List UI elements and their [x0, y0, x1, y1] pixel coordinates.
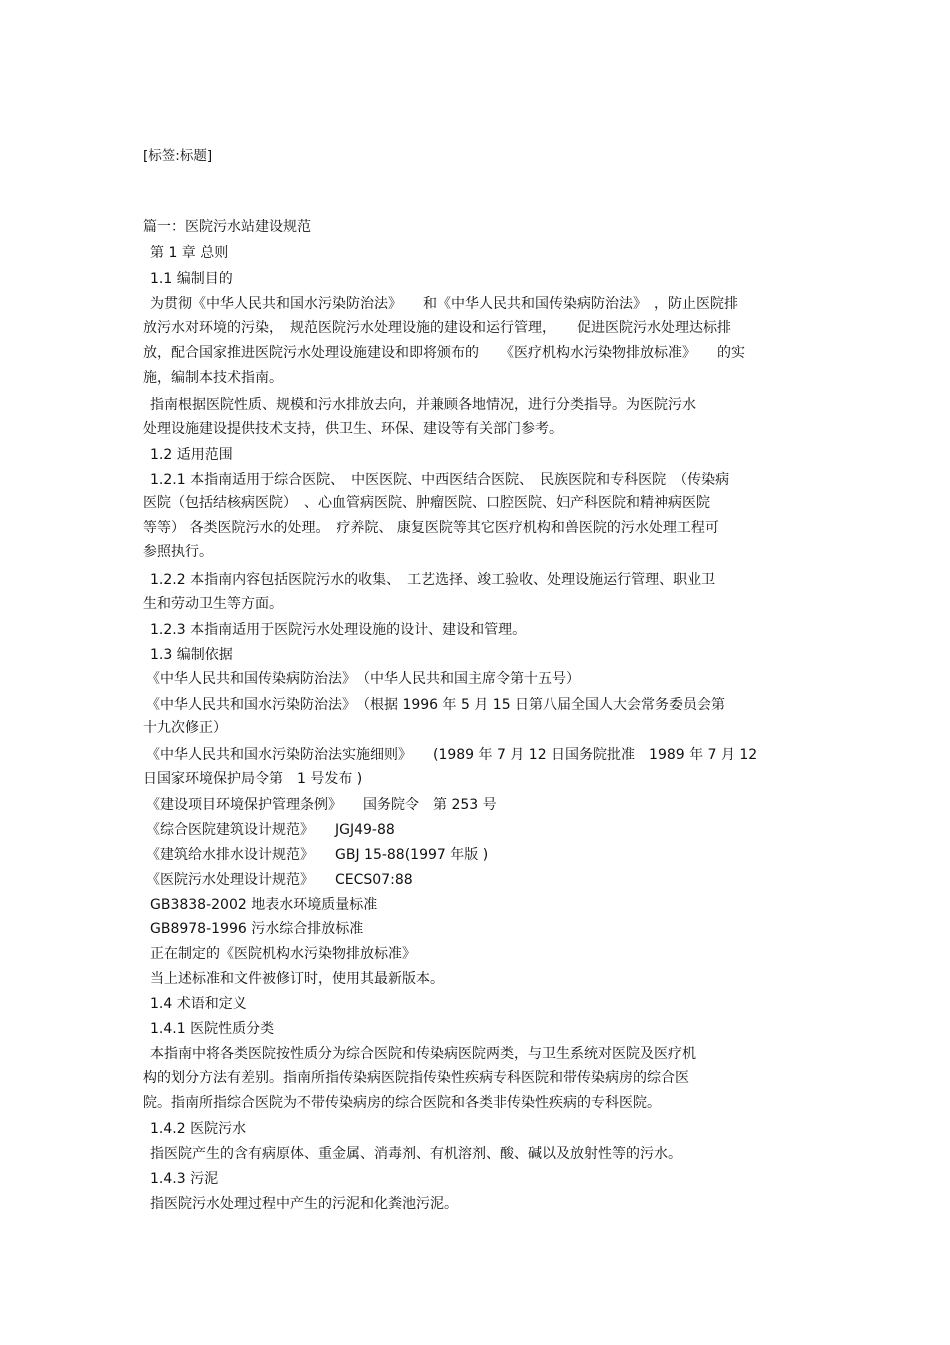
paragraph-line: 放污水对环境的污染， 规范医院污水处理设施的建设和运行管理， 促进医院污水处理达标排	[143, 320, 731, 336]
paragraph-line: 构的划分方法有差别。指南所指传染病医院指传染性疾病专科医院和带传染病房的综合医	[143, 1070, 689, 1086]
paragraph-line: 等等） 各类医院污水的处理。 疗养院、 康复医院等其它医疗机构和兽医院的污水处理工程可	[143, 520, 719, 536]
subsection-heading: 1.4.2 医院污水	[150, 1121, 247, 1137]
reference-line: 《建设项目环境保护管理条例》 国务院令 第 253 号	[146, 797, 497, 813]
reference-line: 当上述标准和文件被修订时，使用其最新版本。	[150, 971, 444, 987]
paragraph-line: 本指南中将各类医院按性质分为综合医院和传染病医院两类，与卫生系统对医院及医疗机	[150, 1046, 696, 1062]
paragraph-line: 为贯彻《中华人民共和国水污染防治法》 和《中华人民共和国传染病防治法》 ，防止医院排	[150, 296, 738, 312]
reference-line: 《建筑给水排水设计规范》 GBJ 15-88(1997 年版 )	[146, 847, 489, 863]
paragraph-line: 1.2.1 本指南适用于综合医院、 中医医院、中西医结合医院、 民族医院和专科医院 （传染病	[150, 472, 730, 488]
section-heading: 1.2 适用范围	[150, 447, 233, 463]
document-title: 篇一：医院污水站建设规范	[143, 219, 311, 235]
section-heading: 1.4 术语和定义	[150, 996, 247, 1012]
paragraph-line: 参照执行。	[143, 544, 213, 560]
reference-line: 日国家环境保护局令第 1 号发布 )	[143, 771, 363, 787]
tag-label: [标签:标题]	[143, 148, 213, 164]
reference-line: 《中华人民共和国水污染防治法》 （根据 1996 年 5 月 15 日第八届全国人大会常务委员会第	[146, 697, 726, 713]
chapter-heading: 第 1 章 总则	[150, 245, 229, 261]
subsection-heading: 1.4.1 医院性质分类	[150, 1021, 275, 1037]
reference-line: 《医院污水处理设计规范》 CECS07:88	[146, 872, 413, 888]
paragraph-line: 1.2.3 本指南适用于医院污水处理设施的设计、建设和管理。	[150, 622, 527, 638]
reference-line: 《中华人民共和国水污染防治法实施细则》 (1989 年 7 月 12 日国务院批准 1989 年 7 月 12	[146, 747, 758, 763]
reference-line: 《中华人民共和国传染病防治法》 （中华人民共和国主席令第十五号）	[146, 671, 580, 687]
section-heading: 1.3 编制依据	[150, 647, 233, 663]
paragraph-line: 处理设施建设提供技术支持，供卫生、环保、建设等有关部门参考。	[143, 421, 563, 437]
subsection-heading: 1.4.3 污泥	[150, 1171, 219, 1187]
paragraph-line: 生和劳动卫生等方面。	[143, 596, 283, 612]
paragraph-line: 医院（包括结核病医院） 、心血管病医院、肿瘤医院、口腔医院、妇产科医院和精神病医院	[143, 495, 710, 511]
paragraph-line: 指医院产生的含有病原体、重金属、消毒剂、有机溶剂、酸、碱以及放射性等的污水。	[150, 1146, 682, 1162]
paragraph-line: 1.2.2 本指南内容包括医院污水的收集、 工艺选择、竣工验收、处理设施运行管理、职业卫	[150, 572, 716, 588]
section-heading: 1.1 编制目的	[150, 271, 233, 287]
reference-line: GB3838-2002 地表水环境质量标准	[150, 897, 378, 913]
paragraph-line: 指医院污水处理过程中产生的污泥和化粪池污泥。	[150, 1196, 458, 1212]
reference-line: 十九次修正）	[143, 720, 227, 736]
paragraph-line: 放，配合国家推进医院污水处理设施建设和即将颁布的 《医疗机构水污染物排放标准》 的实	[143, 345, 745, 361]
reference-line: 正在制定的《医院机构水污染物排放标准》	[150, 946, 416, 962]
paragraph-line: 施，编制本技术指南。	[143, 370, 283, 386]
reference-line: GB8978-1996 污水综合排放标准	[150, 921, 364, 937]
reference-line: 《综合医院建筑设计规范》 JGJ49-88	[146, 822, 395, 838]
paragraph-line: 指南根据医院性质、规模和污水排放去向，并兼顾各地情况，进行分类指导。为医院污水	[150, 397, 696, 413]
paragraph-line: 院。指南所指综合医院为不带传染病房的综合医院和各类非传染性疾病的专科医院。	[143, 1095, 661, 1111]
